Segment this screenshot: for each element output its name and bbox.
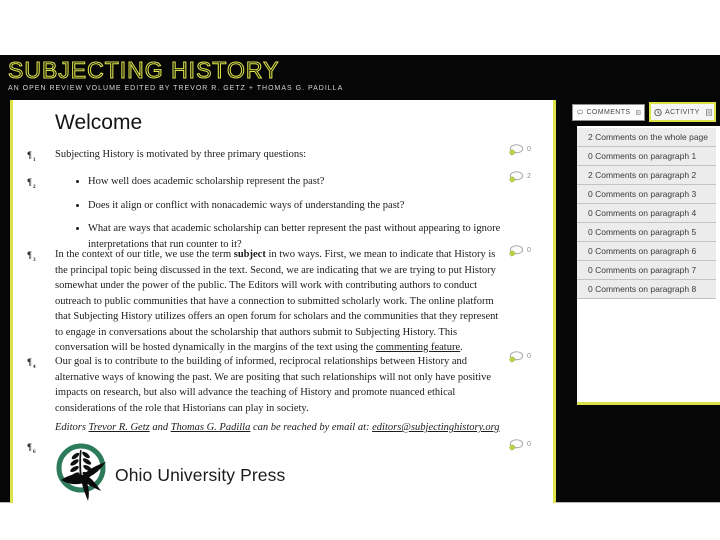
comment-summary-row[interactable]: 0 Comments on paragraph 4 [577,204,716,223]
tab-activity[interactable] [649,102,716,122]
comment-count-paragraph-4[interactable] [508,351,531,364]
paragraph-marker-3[interactable] [27,250,36,263]
paragraph-number: 2 [32,183,36,190]
comment-bubble-icon [508,351,525,364]
pilcrow-icon: ¶ [27,150,32,160]
editors-contact-line [55,420,502,436]
paragraph-1: Subjecting History is motivated by three primary questions: [55,149,307,160]
speech-bubble-icon [577,108,583,117]
comment-count: 0 [527,146,531,153]
commenting-feature-link[interactable]: commenting feature [375,342,461,353]
tab-comments-label: COMMENTS [586,109,631,116]
paragraph-text: in two ways. First, we mean to indicate that History is the principal topic being discussed in the text. Second, we are indicating that we are trying to put History somewhat under the power of the public. The Editors will work with contributing authors to conduct outreach to public communities that have a connection to submitted scholarly work. The online platform that Subjecting History utilizes offers an open forum for scholars and the communities that they represent to engage in conversations about the scholarship that authors submit to Subjecting History. This conversation will be hosted dynamically in the margins of the text using the [55,249,499,353]
comment-count: 0 [527,353,531,360]
comment-bubble-icon [508,439,525,452]
comment-count-paragraph-2[interactable] [508,171,531,184]
question-list-item: • How well does academic scholarship represent the past? [88,174,502,190]
comments-summary-panel [577,126,720,405]
paragraph-marker-2[interactable] [27,177,36,190]
paragraph-text: and [149,422,171,433]
comment-bubble-icon [508,144,525,157]
paragraph-number: 6 [32,448,36,455]
paragraph-4: Our goal is to contribute to the building of informed, reciprocal relationships between History and alternative ways of knowing the past. We are positing that such relationships will not only have positive impacts on research, but also will advance the teaching of History and promote nuanced ethical considerations of the role that Historians can play in society. [55,356,492,414]
press-logo-text: Ohio University Press [115,465,286,485]
comment-summary-row[interactable]: 0 Comments on paragraph 5 [577,223,716,242]
comment-count: 0 [527,247,531,254]
window-icon [706,109,712,116]
window-icon [636,109,641,116]
question-list-item: • What are ways that academic scholarship can better represent the past without appearing to ignore interpretations that run counter to it? [88,221,502,252]
comment-summary-row[interactable]: 0 Comments on paragraph 6 [577,242,716,261]
clock-icon [654,108,662,117]
paragraph-text: can be reached by email at: [250,422,373,433]
paragraph-marker-6[interactable] [27,442,36,455]
comment-bubble-icon [508,245,525,258]
paragraph-text: . [460,342,463,353]
paragraph-number: 3 [32,256,36,263]
editors-email-link[interactable]: editors@subjectinghistory.org [372,422,500,433]
comment-summary-row[interactable]: 2 Comments on the whole page [577,128,716,147]
comment-summary-row[interactable]: 0 Comments on paragraph 8 [577,280,716,299]
comment-summary-row[interactable]: 2 Comments on paragraph 2 [577,166,716,185]
paragraph-marker-4[interactable] [27,357,36,370]
comment-count-paragraph-6[interactable] [508,439,531,452]
paragraph-3 [55,247,502,356]
site-header [0,55,720,100]
pilcrow-icon: ¶ [27,357,32,367]
comment-count: 0 [527,441,531,448]
site-title: SUBJECTING HISTORY [8,57,280,83]
thomas-padilla-link[interactable]: Thomas G. Padilla [170,422,251,433]
paragraph-text: Editors [55,422,89,433]
comment-summary-row[interactable]: 0 Comments on paragraph 3 [577,185,716,204]
comment-bubble-icon [508,171,525,184]
tab-activity-label: ACTIVITY [665,108,700,116]
question-list-item: • Does it align or conflict with nonacademic ways of understanding the past? [88,198,502,214]
question-list [55,174,502,252]
comment-count-paragraph-3[interactable] [508,245,531,258]
trevor-getz-link[interactable]: Trevor R. Getz [88,422,150,433]
emphasized-term: subject [233,249,266,260]
site-subtitle: AN OPEN REVIEW VOLUME EDITED BY TREVOR R. GETZ + THOMAS G. PADILLA [8,85,344,92]
paragraph-marker-1[interactable] [27,150,36,163]
pilcrow-icon: ¶ [27,250,32,260]
pilcrow-icon: ¶ [27,442,32,452]
comment-count: 2 [527,173,531,180]
comment-count-paragraph-1[interactable] [508,144,531,157]
ohio-university-press-logo[interactable] [53,441,286,505]
comments-summary-list [577,128,716,299]
pilcrow-icon: ¶ [27,177,32,187]
press-logo-icon [53,441,123,505]
comment-summary-row[interactable]: 0 Comments on paragraph 7 [577,261,716,280]
paragraph-number: 4 [32,363,36,370]
page-title: Welcome [55,111,143,134]
paragraph-number: 1 [32,156,36,163]
comment-summary-row[interactable]: 0 Comments on paragraph 1 [577,147,716,166]
tab-comments[interactable] [572,104,645,121]
paragraph-text: In the context of our title, we use the term [55,249,234,260]
